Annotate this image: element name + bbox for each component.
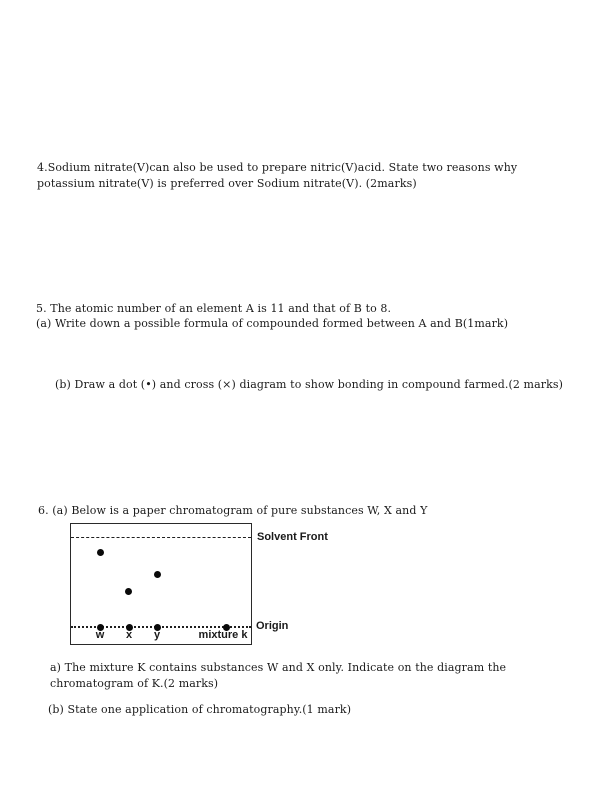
question-4-line-2: potassium nitrate(V) is preferred over Sodium nitrate(V). (2marks)	[37, 177, 417, 190]
question-6-part-a-line-2: chromatogram of K.(2 marks)	[50, 677, 219, 690]
question-5-part-b: (b) Draw a dot (•) and cross (×) diagram to show bonding in compound farmed.(2 marks)	[55, 378, 564, 391]
question-6-part-b: (b) State one application of chromatography.(1 mark)	[48, 703, 352, 716]
mixture-k-label: mixture k	[198, 629, 248, 641]
chromatogram-box	[70, 523, 252, 645]
question-4-line-1: 4.Sodium nitrate(V)can also be used to prepare nitric(V)acid. State two reasons why	[37, 161, 518, 174]
chromatogram-diagram	[70, 523, 410, 645]
question-5-line-1: 5. The atomic number of an element A is 11 and that of B to 8.	[36, 302, 392, 315]
w-label: w	[95, 629, 105, 641]
question-6-part-a-line-1: a) The mixture K contains substances W and X only. Indicate on the diagram the	[50, 661, 507, 674]
substance-w-spot	[97, 549, 104, 556]
substance-y-spot	[154, 571, 161, 578]
origin-label: Origin	[256, 620, 289, 632]
question-6-intro: 6. (a) Below is a paper chromatogram of pure substances W, X and Y	[38, 504, 428, 517]
y-label: y	[153, 629, 161, 641]
x-label: x	[125, 629, 133, 641]
substance-x-spot	[125, 588, 132, 595]
solvent-front-label: Solvent Front	[257, 531, 328, 543]
question-5-part-a: (a) Write down a possible formula of compounded formed between A and B(1mark)	[36, 317, 509, 330]
solvent-front-line	[71, 537, 251, 538]
